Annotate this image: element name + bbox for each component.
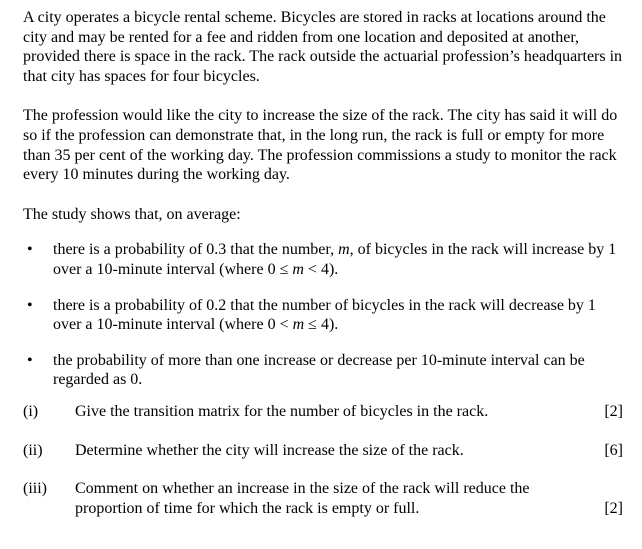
list-item bbox=[23, 351, 623, 390]
bullet-text-pre: there is a probability of 0.2 that the number of bicycles in the rack will decrease by 1 over a 10-minute interval (where 0 < bbox=[53, 296, 596, 334]
part-number: (i) bbox=[23, 402, 39, 420]
part-number: (iii) bbox=[23, 480, 47, 498]
part-marks: [2] bbox=[604, 402, 623, 420]
question-part-iii bbox=[23, 479, 623, 518]
bullet-text-pre: there is a probability of 0.3 that the number, bbox=[53, 241, 339, 259]
list-item bbox=[23, 240, 623, 279]
variable-m: m bbox=[292, 316, 305, 334]
bullet-icon: • bbox=[27, 351, 33, 369]
question-part-i bbox=[23, 402, 623, 422]
bullet-text-post: < 4). bbox=[303, 260, 339, 278]
variable-m: m bbox=[292, 260, 304, 278]
part-number: (ii) bbox=[23, 441, 43, 459]
intro-paragraph-1: A city operates a bicycle rental scheme. Bicycles are stored in racks at locations around the city and may be rented for a fee and ridden from one location and deposited at another, provided there is space in the rack. The rack outside the actuarial profession’s headquarters in that city has spaces for four bicycles. bbox=[23, 9, 623, 85]
part-text: Give the transition matrix for the number of bicycles in the rack. bbox=[75, 402, 489, 420]
part-marks: [2] bbox=[604, 499, 623, 517]
question-part-ii bbox=[23, 441, 623, 461]
question-parts bbox=[23, 402, 623, 518]
assumption-list bbox=[23, 240, 623, 390]
intro-paragraph-3: The study shows that, on average: bbox=[23, 205, 241, 223]
bullet-text: the probability of more than one increase or decrease per 10-minute interval can be regarded as 0. bbox=[53, 351, 585, 389]
variable-m: m bbox=[338, 241, 350, 259]
bullet-icon: • bbox=[27, 241, 33, 259]
part-text: Comment on whether an increase in the size of the rack will reduce the proportion of time for which the rack is empty or full. bbox=[75, 480, 530, 517]
question-document bbox=[23, 8, 623, 518]
bullet-icon: • bbox=[27, 296, 33, 314]
part-marks: [6] bbox=[604, 441, 623, 459]
intro-paragraph-2: The profession would like the city to increase the size of the rack. The city has said it will do so if the profession can demonstrate that, in the long run, the rack is full or empty for more than 35 per cent of the working day. The profession commissions a study to monitor the rack every 10 minutes during the working day. bbox=[23, 107, 618, 184]
list-item bbox=[23, 296, 623, 335]
part-text: Determine whether the city will increase the size of the rack. bbox=[75, 441, 464, 459]
bullet-text-post: ≤ 4). bbox=[304, 316, 339, 334]
bullet-text-mid: , of bicycles in the rack will increase by 1 over a 10-minute interval (where 0 ≤ bbox=[53, 241, 617, 278]
